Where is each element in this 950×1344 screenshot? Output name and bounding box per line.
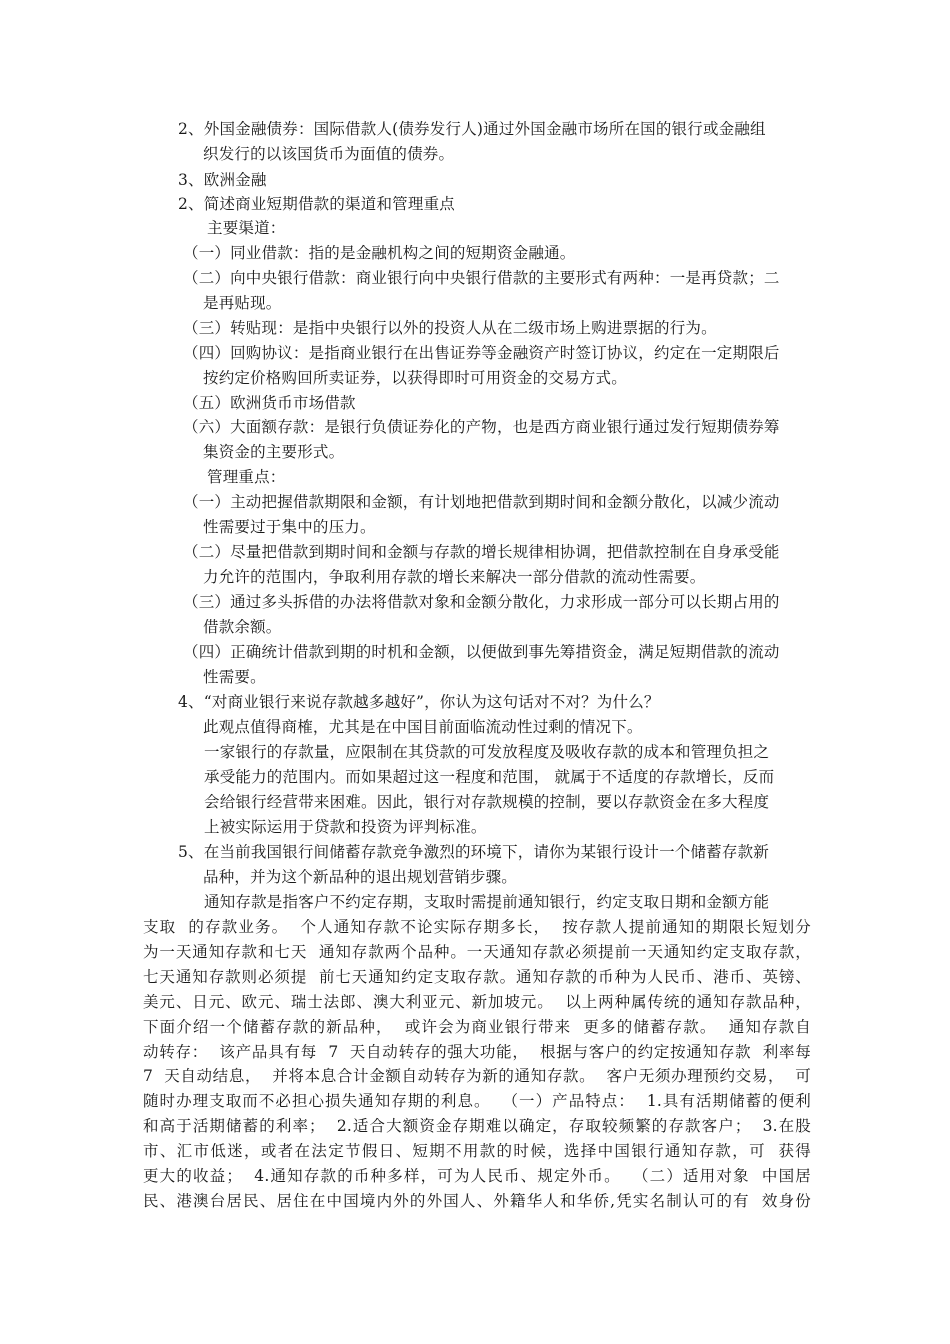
text-line: 更大的收益； 4.通知存款的币种多样，可为人民币、规定外币。 （二）适用对象 中国居 [143,1167,811,1185]
text-line: 美元、日元、欧元、瑞士法郎、澳大利亚元、新加坡元。 以上两种属传统的通知存款品种， [143,993,811,1011]
text-line: 动转存： 该产品具有每 7 天自动转存的强大功能， 根据与客户的约定按通知存款 利率每 [143,1043,811,1061]
text-line: 七天通知存款则必须提 前七天通知约定支取存款。通知存款的币种为人民币、港币、英镑、 [143,968,811,986]
text-line: 性需要。 [203,668,266,686]
text-line: 集资金的主要形式。 [203,443,345,461]
text-line: （六）大面额存款：是银行负债证券化的产物，也是西方商业银行通过发行短期债券筹 [183,418,780,436]
text-line: 按约定价格购回所卖证券，以获得即时可用资金的交易方式。 [203,369,627,387]
text-line: 下面介绍一个储蓄存款的新品种， 或许会为商业银行带来 更多的储蓄存款。 通知存款自 [143,1018,811,1036]
text-line: 管理重点： [207,468,286,486]
text-line: 通知存款是指客户不约定存期，支取时需提前通知银行，约定支取日期和金额方能 [204,893,770,911]
text-line: 会给银行经营带来困难。因此，银行对存款规模的控制，要以存款资金在多大程度 [204,793,770,811]
text-line: 承受能力的范围内。而如果超过这一程度和范围， 就属于不适度的存款增长，反而 [204,768,775,786]
text-line: 和高于活期储蓄的利率； 2.适合大额资金存期难以确定，存取较频繁的存款客户； 3.在股 [143,1117,811,1135]
text-line: 此观点值得商榷，尤其是在中国目前面临流动性过剩的情况下。 [203,718,643,736]
text-line: 力允许的范围内，争取利用存款的增长来解决一部分借款的流动性需要。 [203,568,706,586]
text-line: 主要渠道： [207,219,286,237]
text-line: （一）同业借款：指的是金融机构之间的短期资金融通。 [183,244,576,262]
text-line: 2、简述商业短期借款的渠道和管理重点 [178,195,455,213]
text-line: 上被实际运用于贷款和投资为评判标准。 [204,818,487,836]
text-line: （三）转贴现：是指中央银行以外的投资人从在二级市场上购进票据的行为。 [183,319,717,337]
text-line: 支取 的存款业务。 个人通知存款不论实际存期多长， 按存款人提前通知的期限长短划分 [143,918,811,936]
text-line: 是再贴现。 [203,294,282,312]
text-line: 2、外国金融债券：国际借款人(债券发行人)通过外国金融市场所在国的银行或金融组 [178,120,766,138]
text-line: （四）回购协议：是指商业银行在出售证券等金融资产时签订协议，约定在一定期限后 [183,344,780,362]
text-line: （三）通过多头拆借的办法将借款对象和金额分散化，力求形成一部分可以长期占用的 [183,593,780,611]
text-line: 随时办理支取而不必担心损失通知存期的利息。 （一）产品特点： 1.具有活期储蓄的便利 [143,1092,811,1110]
text-line: 品种，并为这个新品种的退出规划营销步骤。 [203,868,518,886]
text-line: 7 天自动结息， 并将本息合计金额自动转存为新的通知存款。 客户无须办理预约交易， 可 [143,1067,811,1085]
text-line: 5、在当前我国银行间储蓄存款竞争激烈的环境下，请你为某银行设计一个储蓄存款新 [178,843,769,861]
text-line: 民、港澳台居民、居住在中国境内外的外国人、外籍华人和华侨,凭实名制认可的有 效身份 [143,1192,811,1210]
text-line: 市、汇市低迷，或者在法定节假日、短期不用款的时候，选择中国银行通知存款，可 获得 [143,1142,811,1160]
text-line: 3、欧洲金融 [178,171,267,189]
text-line: 为一天通知存款和七天 通知存款两个品种。一天通知存款必须提前一天通知约定支取存款， [143,943,811,961]
text-line: （四）正确统计借款到期的时机和金额，以便做到事先筹措资金，满足短期借款的流动 [183,643,780,661]
text-line: （二）尽量把借款到期时间和金额与存款的增长规律相协调，把借款控制在自身承受能 [183,543,780,561]
text-line: （一）主动把握借款期限和金额，有计划地把借款到期时间和金额分散化，以减少流动 [183,493,780,511]
text-line: 借款余额。 [203,618,282,636]
text-line: 一家银行的存款量，应限制在其贷款的可发放程度及吸收存款的成本和管理负担之 [204,743,770,761]
text-line: （二）向中央银行借款：商业银行向中央银行借款的主要形式有两种：一是再贷款；二 [183,269,780,287]
text-line: （五）欧洲货币市场借款 [183,394,356,412]
text-line: 4、“对商业银行来说存款越多越好”，你认为这句话对不对？为什么？ [178,693,660,711]
text-line: 性需要过于集中的压力。 [203,518,376,536]
text-line: 织发行的以该国货币为面值的债券。 [203,145,455,163]
